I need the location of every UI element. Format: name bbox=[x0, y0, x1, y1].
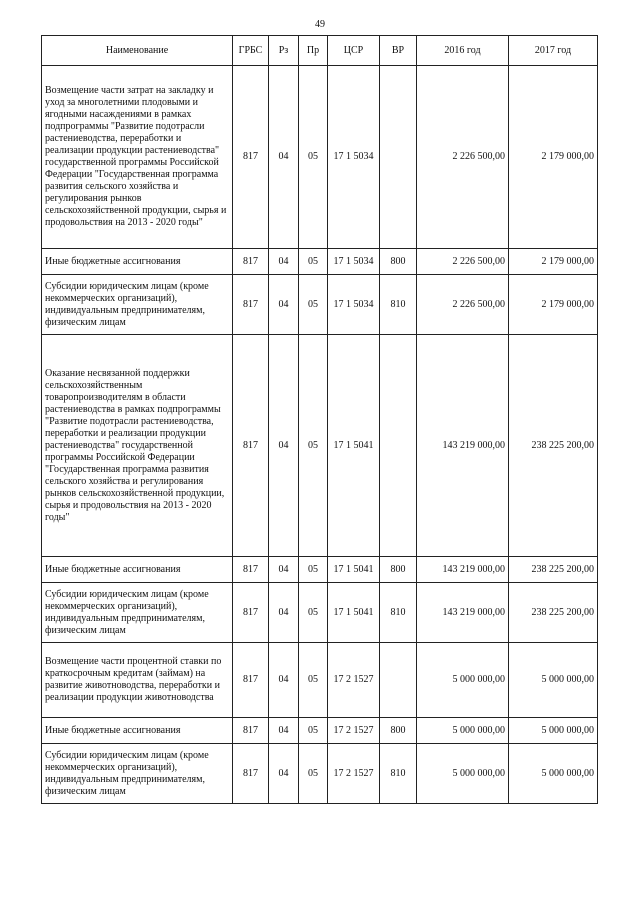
row-name: Субсидии юридическим лицам (кроме некоммерческих организаций), индивидуальным предпринимателям, физическим лицам bbox=[42, 744, 233, 804]
row-csr: 17 1 5041 bbox=[328, 583, 380, 643]
row-rz: 04 bbox=[269, 335, 299, 557]
header-grbs: ГРБС bbox=[233, 36, 269, 66]
row-grbs: 817 bbox=[233, 583, 269, 643]
row-pr: 05 bbox=[299, 718, 328, 744]
row-2016: 5 000 000,00 bbox=[417, 718, 509, 744]
row-vr bbox=[380, 335, 417, 557]
row-grbs: 817 bbox=[233, 275, 269, 335]
row-vr bbox=[380, 66, 417, 249]
row-csr: 17 2 1527 bbox=[328, 718, 380, 744]
table-row bbox=[42, 249, 598, 275]
row-grbs: 817 bbox=[233, 643, 269, 718]
row-2017: 5 000 000,00 bbox=[509, 744, 598, 804]
row-name: Иные бюджетные ассигнования bbox=[42, 718, 233, 744]
row-rz: 04 bbox=[269, 249, 299, 275]
row-rz: 04 bbox=[269, 66, 299, 249]
table-row bbox=[42, 557, 598, 583]
row-2016: 143 219 000,00 bbox=[417, 335, 509, 557]
row-2017: 5 000 000,00 bbox=[509, 643, 598, 718]
table-row bbox=[42, 718, 598, 744]
row-grbs: 817 bbox=[233, 744, 269, 804]
row-grbs: 817 bbox=[233, 718, 269, 744]
table-row bbox=[42, 66, 598, 249]
row-name: Оказание несвязанной поддержки сельскохозяйственным товаропроизводителям в области растениеводства в рамках подпрограммы "Развитие подотрасли растениеводства, переработки и реализации продукции растениеводства" государственной программы Российской Федерации "Государственная программа развития сельского хозяйства и регулирования рынков сельскохозяйственной продукции, сырья и продовольствия на 2013 - 2020 годы" bbox=[42, 335, 233, 557]
row-grbs: 817 bbox=[233, 66, 269, 249]
row-vr: 810 bbox=[380, 583, 417, 643]
row-2017: 5 000 000,00 bbox=[509, 718, 598, 744]
row-pr: 05 bbox=[299, 335, 328, 557]
row-2017: 2 179 000,00 bbox=[509, 249, 598, 275]
row-vr: 800 bbox=[380, 249, 417, 275]
row-csr: 17 2 1527 bbox=[328, 744, 380, 804]
budget-table bbox=[41, 35, 598, 804]
table-row bbox=[42, 744, 598, 804]
row-2016: 143 219 000,00 bbox=[417, 557, 509, 583]
row-name: Возмещение части затрат на закладку и уход за многолетними плодовыми и ягодными насаждениями в рамках подпрограммы "Развитие подотрасли растениеводства, переработки и реализации продукции растениеводства" государственной программы Российской Федерации "Государственная программа развития сельского хозяйства и регулирования рынков сельскохозяйственной продукции, сырья и продовольствия на 2013 - 2020 годы" bbox=[42, 66, 233, 249]
row-name: Субсидии юридическим лицам (кроме некоммерческих организаций), индивидуальным предпринимателям, физическим лицам bbox=[42, 275, 233, 335]
row-grbs: 817 bbox=[233, 335, 269, 557]
row-pr: 05 bbox=[299, 643, 328, 718]
row-2017: 238 225 200,00 bbox=[509, 335, 598, 557]
row-rz: 04 bbox=[269, 643, 299, 718]
row-2017: 2 179 000,00 bbox=[509, 275, 598, 335]
row-rz: 04 bbox=[269, 718, 299, 744]
row-name: Иные бюджетные ассигнования bbox=[42, 557, 233, 583]
row-2017: 238 225 200,00 bbox=[509, 583, 598, 643]
header-rz: Рз bbox=[269, 36, 299, 66]
page-number: 49 bbox=[315, 19, 325, 30]
row-grbs: 817 bbox=[233, 557, 269, 583]
row-pr: 05 bbox=[299, 275, 328, 335]
table-row bbox=[42, 275, 598, 335]
row-rz: 04 bbox=[269, 275, 299, 335]
row-rz: 04 bbox=[269, 744, 299, 804]
row-name: Субсидии юридическим лицам (кроме некоммерческих организаций), индивидуальным предпринимателям, физическим лицам bbox=[42, 583, 233, 643]
row-csr: 17 1 5034 bbox=[328, 66, 380, 249]
row-vr bbox=[380, 643, 417, 718]
header-pr: Пр bbox=[299, 36, 328, 66]
row-name: Иные бюджетные ассигнования bbox=[42, 249, 233, 275]
table-header-row bbox=[42, 36, 598, 66]
row-2016: 5 000 000,00 bbox=[417, 643, 509, 718]
row-vr: 800 bbox=[380, 718, 417, 744]
header-vr: ВР bbox=[380, 36, 417, 66]
row-csr: 17 1 5034 bbox=[328, 249, 380, 275]
row-2017: 238 225 200,00 bbox=[509, 557, 598, 583]
row-2016: 143 219 000,00 bbox=[417, 583, 509, 643]
header-csr: ЦСР bbox=[328, 36, 380, 66]
row-pr: 05 bbox=[299, 557, 328, 583]
row-2016: 2 226 500,00 bbox=[417, 66, 509, 249]
row-pr: 05 bbox=[299, 583, 328, 643]
table-row bbox=[42, 335, 598, 557]
table-row bbox=[42, 583, 598, 643]
row-pr: 05 bbox=[299, 249, 328, 275]
table-row bbox=[42, 643, 598, 718]
row-2017: 2 179 000,00 bbox=[509, 66, 598, 249]
row-vr: 800 bbox=[380, 557, 417, 583]
row-pr: 05 bbox=[299, 66, 328, 249]
header-2017: 2017 год bbox=[509, 36, 598, 66]
row-csr: 17 1 5034 bbox=[328, 275, 380, 335]
row-name: Возмещение части процентной ставки по краткосрочным кредитам (займам) на развитие животноводства, переработки и реализации продукции животноводства bbox=[42, 643, 233, 718]
row-csr: 17 1 5041 bbox=[328, 335, 380, 557]
row-vr: 810 bbox=[380, 744, 417, 804]
row-rz: 04 bbox=[269, 583, 299, 643]
row-2016: 2 226 500,00 bbox=[417, 249, 509, 275]
row-vr: 810 bbox=[380, 275, 417, 335]
row-2016: 5 000 000,00 bbox=[417, 744, 509, 804]
row-2016: 2 226 500,00 bbox=[417, 275, 509, 335]
row-csr: 17 2 1527 bbox=[328, 643, 380, 718]
header-name: Наименование bbox=[42, 36, 233, 66]
row-grbs: 817 bbox=[233, 249, 269, 275]
header-2016: 2016 год bbox=[417, 36, 509, 66]
row-pr: 05 bbox=[299, 744, 328, 804]
row-csr: 17 1 5041 bbox=[328, 557, 380, 583]
row-rz: 04 bbox=[269, 557, 299, 583]
